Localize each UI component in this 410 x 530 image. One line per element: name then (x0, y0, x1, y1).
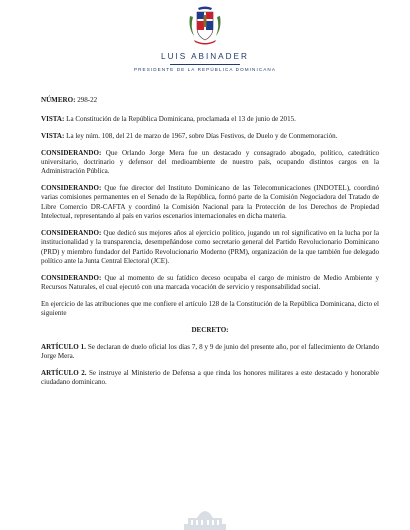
considerando-label: CONSIDERANDO: (41, 228, 102, 237)
considerando-paragraph (41, 229, 379, 267)
articulo-label: ARTÍCULO 1. (41, 343, 86, 352)
considerando-text: Que fue director del Instituto Dominicano de las Telecomunicaciones (INDOTEL), coordinó varias comisiones permanentes en el Senado de la República, formó parte de la Comisión Negociadora del Tratado de Libre Comercio DR-CAFTA y coordinó la Comisión Nacional para la Protección de los Derechos de Propiedad Intelectual, representando al país en varios escenarios internacionales en dicha materia. (41, 184, 379, 221)
coat-of-arms-icon (186, 6, 224, 46)
articulo-text: Se instruye al Ministerio de Defensa a que rinda los honores militares a este destacado y honorable ciudadano dominicano. (41, 369, 380, 387)
letterhead-subtitle: PRESIDENTE DE LA REPÚBLICA DOMINICANA (133, 67, 277, 72)
vista-text: La Constitución de la República Dominicana, proclamada el 13 de junio de 2015. (64, 115, 296, 124)
considerando-label: CONSIDERANDO: (41, 184, 102, 192)
articulo-paragraph (41, 369, 379, 388)
considerando-text: Que dedicó sus mejores años al ejercicio político, jugando un rol significativo en la lucha por la institucionalidad y la transparencia, desempeñándose como secretario general del Partido Revolucionario Dominicano (PRD) y miembro fundador del Partido Revolucionario Moderno (PRM), organización de la que también fue delegado político ante la Junta Central Electoral (JCE). (41, 228, 379, 266)
letterhead-name: LUIS ABINADER (161, 52, 249, 61)
considerando-paragraph (41, 149, 379, 177)
number-value: 298-22 (77, 96, 98, 104)
preamble: En ejercicio de las atribuciones que me confiere el artículo 128 de la Constitución de la República Dominicana, dicto el siguiente (41, 299, 379, 318)
number-label: NÚMERO: (41, 96, 76, 104)
palace-icon (180, 506, 230, 530)
vista-label: VISTA: (41, 132, 65, 140)
letterhead-rule (170, 64, 240, 65)
decree-number (41, 96, 379, 105)
decree-body (41, 96, 379, 395)
considerando-label: CONSIDERANDO: (41, 148, 102, 157)
considerando-text: Que al momento de su fatídico deceso ocupaba el cargo de ministro de Medio Ambiente y Recursos Naturales, el cual ejecutó con una marcada vocación de servicio y responsabilidad social. (41, 273, 379, 292)
vista-paragraph (41, 115, 379, 124)
decreto-title: DECRETO: (191, 325, 229, 334)
considerando-paragraph (41, 274, 379, 293)
vista-label: VISTA: (41, 115, 65, 124)
vista-paragraph (41, 132, 379, 141)
considerando-text: Que Orlando Jorge Mera fue un destacado y consagrado abogado, político, catedrático universitario, doctrinario y defensor del medioambiente de nuestro país, ocupando distintos cargos en la Administración Pública. (41, 148, 379, 176)
articulo-label: ARTÍCULO 2. (41, 369, 87, 378)
articulo-paragraph (41, 343, 379, 362)
articulo-text: Se declaran de duelo oficial los días 7, 8 y 9 de junio del presente año, por el fallecimiento de Orlando Jorge Mera. (41, 343, 379, 361)
considerando-paragraph (41, 184, 379, 222)
vista-text: La ley núm. 108, del 21 de marzo de 1967, sobre Días Festivos, de Duelo y de Conmemoración. (64, 132, 338, 140)
considerando-label: CONSIDERANDO: (41, 273, 102, 282)
